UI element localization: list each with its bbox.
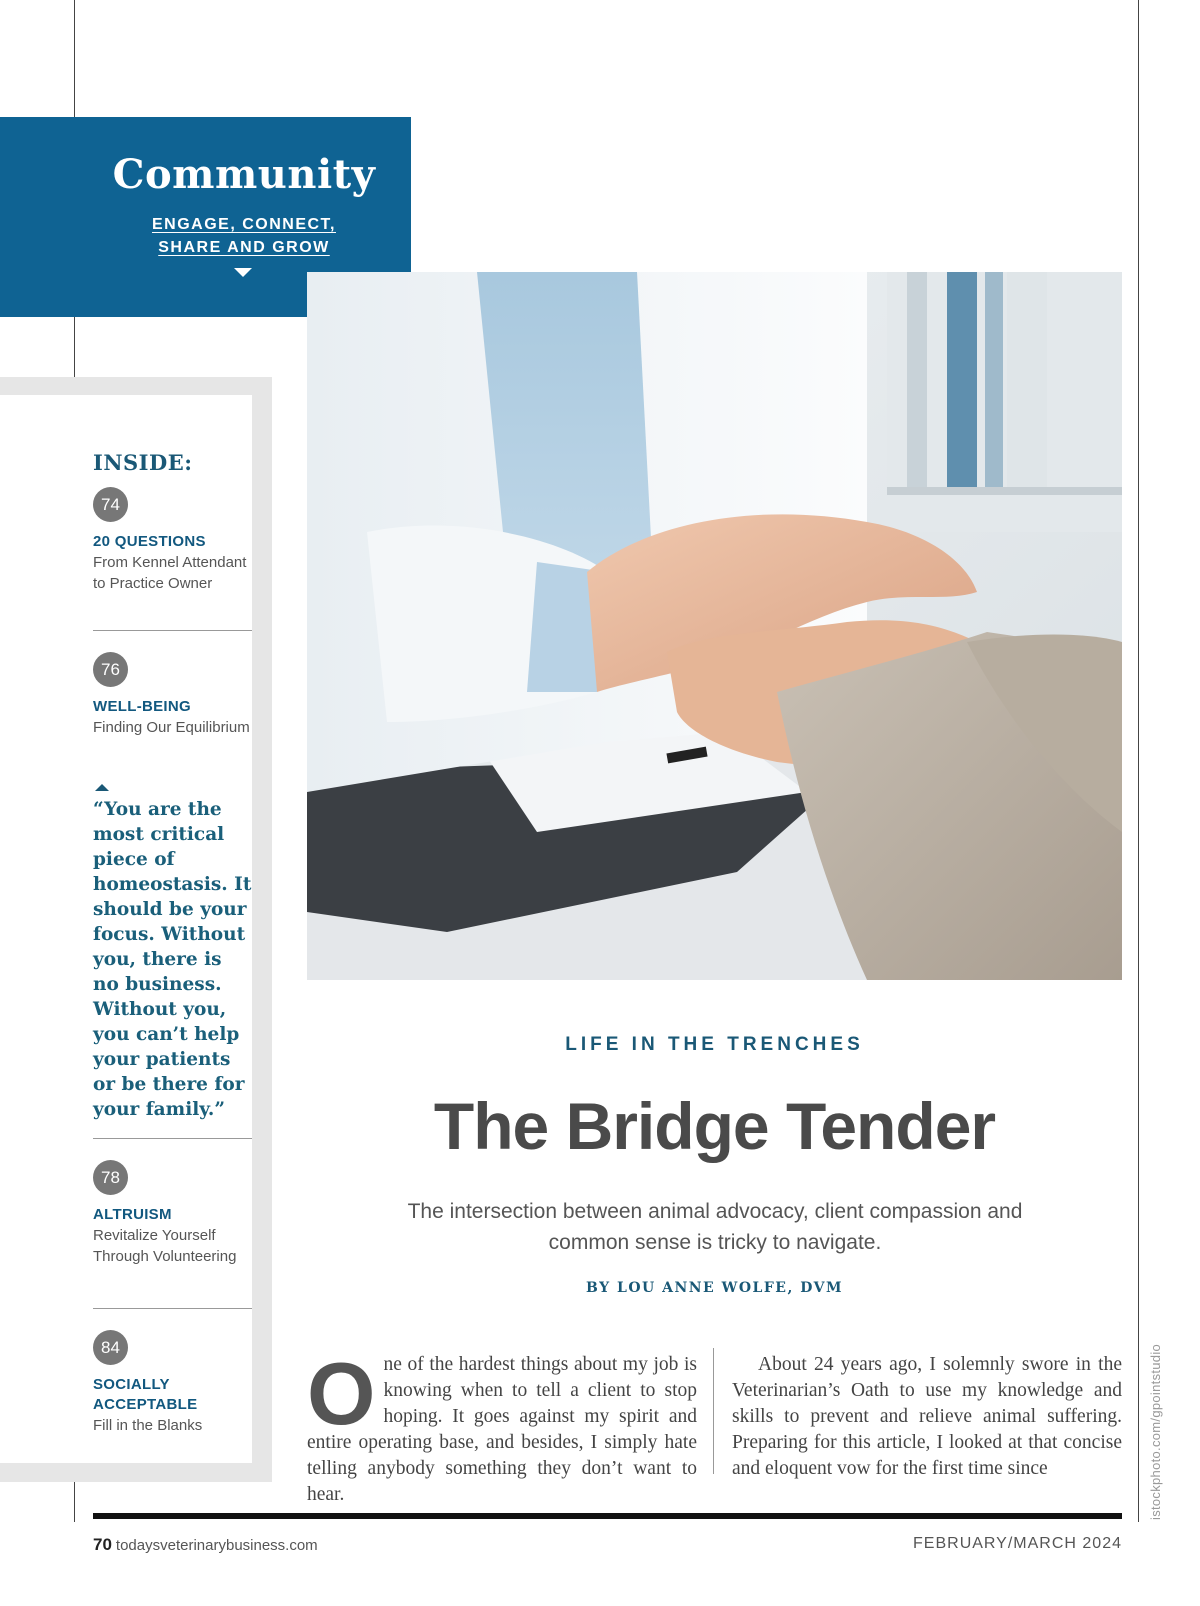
toc-item[interactable] [93,1330,253,1436]
triangle-up-icon [95,784,109,791]
toc-description: Revitalize Yourself Through Volunteering [93,1227,237,1265]
right-margin-rule [1138,0,1139,1522]
toc-category: SOCIALLY ACCEPTABLE [93,1376,198,1413]
toc-divider [93,1138,252,1139]
toc-description: From Kennel Attendant to Practice Owner [93,554,247,592]
article-byline: BY LOU ANNE WOLFE, DVM [586,1280,843,1296]
footer-rule [93,1513,1122,1519]
pull-quote: “You are the most critical piece of homeostasis. It should be your focus. Without you, there is no business. Without you, you can’t help your patients or be there for your family.” [93,799,252,1120]
toc-item[interactable] [93,652,253,738]
toc-category: 20 QUESTIONS [93,533,206,550]
page-number-badge: 74 [93,487,128,522]
page-number-badge: 78 [93,1160,128,1195]
page-number-badge: 76 [93,652,128,687]
article-kicker: LIFE IN THE TRENCHES [565,1034,864,1055]
toc-category: WELL-BEING [93,698,191,715]
toc-item[interactable] [93,487,253,594]
section-title: Community [112,151,376,198]
toc-category: ALTRUISM [93,1206,172,1223]
body-text: About 24 years ago, I solemnly swore in the Veterinarian’s Oath to use my knowledge and skills to prevent and relieve animal suffering. Preparing for this article, I looked at that concise and eloquent vow for the first time since [732,1354,1122,1479]
triangle-down-icon [234,268,252,277]
section-subtitle-line1: ENGAGE, CONNECT, [151,216,336,233]
body-text: ne of the hardest things about my job is knowing when to tell a client to stop hoping. It goes against my spirit and entire operating base, and besides, I simply hate telling anybody something they don’t want to hear. [307,1354,697,1505]
folio [93,1535,318,1555]
section-subtitle [80,213,408,259]
page-number-badge: 84 [93,1330,128,1365]
toc-description: Finding Our Equilibrium [93,719,250,736]
section-subtitle-line2: SHARE AND GROW [158,239,330,256]
issue-date: FEBRUARY/MARCH 2024 [913,1535,1122,1552]
body-column-1 [307,1344,697,1508]
toc-divider [93,1308,252,1309]
column-divider [713,1348,714,1474]
toc-item[interactable] [93,1160,253,1267]
toc-description: Fill in the Blanks [93,1417,203,1434]
website-link[interactable]: todaysveterinarybusiness.com [115,1537,318,1554]
inside-heading: INSIDE: [93,450,193,475]
article-headline: The Bridge Tender [433,1089,996,1163]
page-number: 70 [93,1535,112,1554]
body-column-2 [732,1352,1122,1482]
hero-photo [307,272,1122,980]
photo-credit-text: istockphoto.com/gpointstudio [1148,1343,1163,1520]
article-dek: The intersection between animal advocacy, client compassion and common sense is tricky to navigate. [407,1200,1023,1254]
drop-cap: O [307,1344,376,1443]
toc-divider [93,630,252,631]
hands-holding-photo [307,272,1122,980]
